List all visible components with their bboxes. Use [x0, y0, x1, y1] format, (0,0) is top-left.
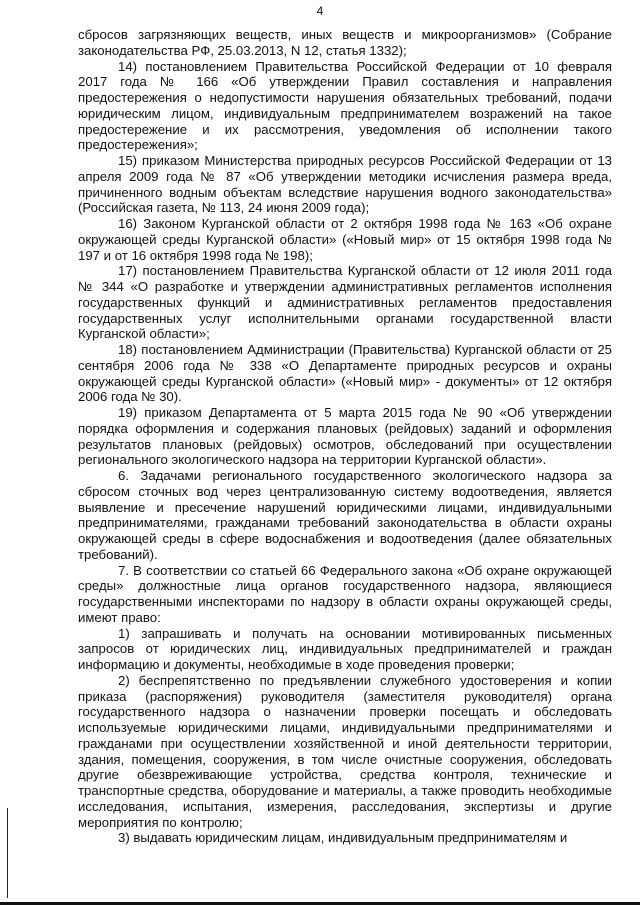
page-number: 4	[316, 4, 324, 18]
paragraph-continuation: сбросов загрязняющих веществ, иных веществ и микроорганизмов» (Собрание законодательства РФ, 25.03.2013, N 12, статья 1332);	[78, 27, 612, 58]
paragraph-section-7: 7. В соответствии со статьей 66 Федерального закона «Об охране окружающей среды» должностные лица органов государственного надзора, являющиеся государственными инспекторами по надзору в области охраны окружающей среды, имеют право:	[78, 562, 612, 625]
paragraph-item-17: 17) постановлением Правительства Курганской области от 12 июля 2011 года № 344 «О разработке и утверждении административных регламентов исполнения государственных функций и административных регламентов предоставления государственных услуг исполнительными органами государственной власти Курганской области»;	[78, 263, 612, 342]
paragraph-right-1: 1) запрашивать и получать на основании мотивированных письменных запросов от юридических лиц, индивидуальных предпринимателей и граждан информацию и документы, необходимые в ходе проведения проверки;	[78, 625, 612, 672]
paragraph-item-15: 15) приказом Министерства природных ресурсов Российской Федерации от 13 апреля 2009 года № 87 «Об утверждении методики исчисления размера вреда, причиненного водным объектам вследствие нарушения водного законодательства» (Российская газета, № 113, 24 июня 2009 года);	[78, 153, 612, 216]
left-margin-line	[7, 808, 8, 898]
paragraph-right-3: 3) выдавать юридическим лицам, индивидуальным предпринимателям и	[118, 830, 568, 846]
paragraph-item-16: 16) Законом Курганской области от 2 октября 1998 года № 163 «Об охране окружающей среды Курганской области» («Новый мир» от 15 октября 1998 года № 197 и от 16 октября 1998 года № 198);	[78, 216, 612, 263]
paragraph-item-18: 18) постановлением Администрации (Правительства) Курганской области от 25 сентября 2006 года № 338 «О Департаменте природных ресурсов и охраны окружающей среды Курганской области» («Новый мир» - документы» от 12 октября 2006 года № 30).	[78, 342, 612, 405]
paragraph-right-2: 2) беспрепятственно по предъявлении служебного удостоверения и копии приказа (распоряжения) руководителя (заместителя руководителя) органа государственного надзора о назначении проверки посещать и обследовать используемые юридическими лицами, индивидуальными предпринимателями и гражданами при осуществлении хозяйственной и иной деятельности территории, здания, помещения, сооружения, в том числе очистные сооружения, обследовать другие обезвреживающие устройства, средства контроля, технические и транспортные средства, оборудование и материалы, а также проводить необходимые исследования, испытания, измерения, расследования, экспертизы и другие мероприятия по контролю;	[78, 672, 612, 830]
document-body	[78, 27, 612, 846]
paragraph-section-6: 6. Задачами регионального государственного экологического надзора за сбросом сточных вод через централизованную систему водоотведения, является выявление и пресечение нарушений юридическими лицами, индивидуальными предпринимателями, гражданами требований законодательства в области охраны окружающей среды в сфере водоснабжения и водоотведения (далее обязательных требований).	[78, 468, 612, 562]
paragraph-item-19: 19) приказом Департамента от 5 марта 2015 года № 90 «Об утверждении порядка оформления и содержания плановых (рейдовых) заданий и оформления результатов плановых (рейдовых) осмотров, обследований при осуществлении регионального экологического надзора на территории Курганской области».	[78, 405, 612, 468]
paragraph-item-14: 14) постановлением Правительства Российской Федерации от 10 февраля 2017 года № 166 «Об утверждении Правил составления и направления предостережения о недопустимости нарушения обязательных требований, подачи юридическим лицом, индивидуальным предпринимателем возражений на такое предостережение и их рассмотрения, уведомления об исполнении такого предостережения»;	[78, 58, 612, 153]
